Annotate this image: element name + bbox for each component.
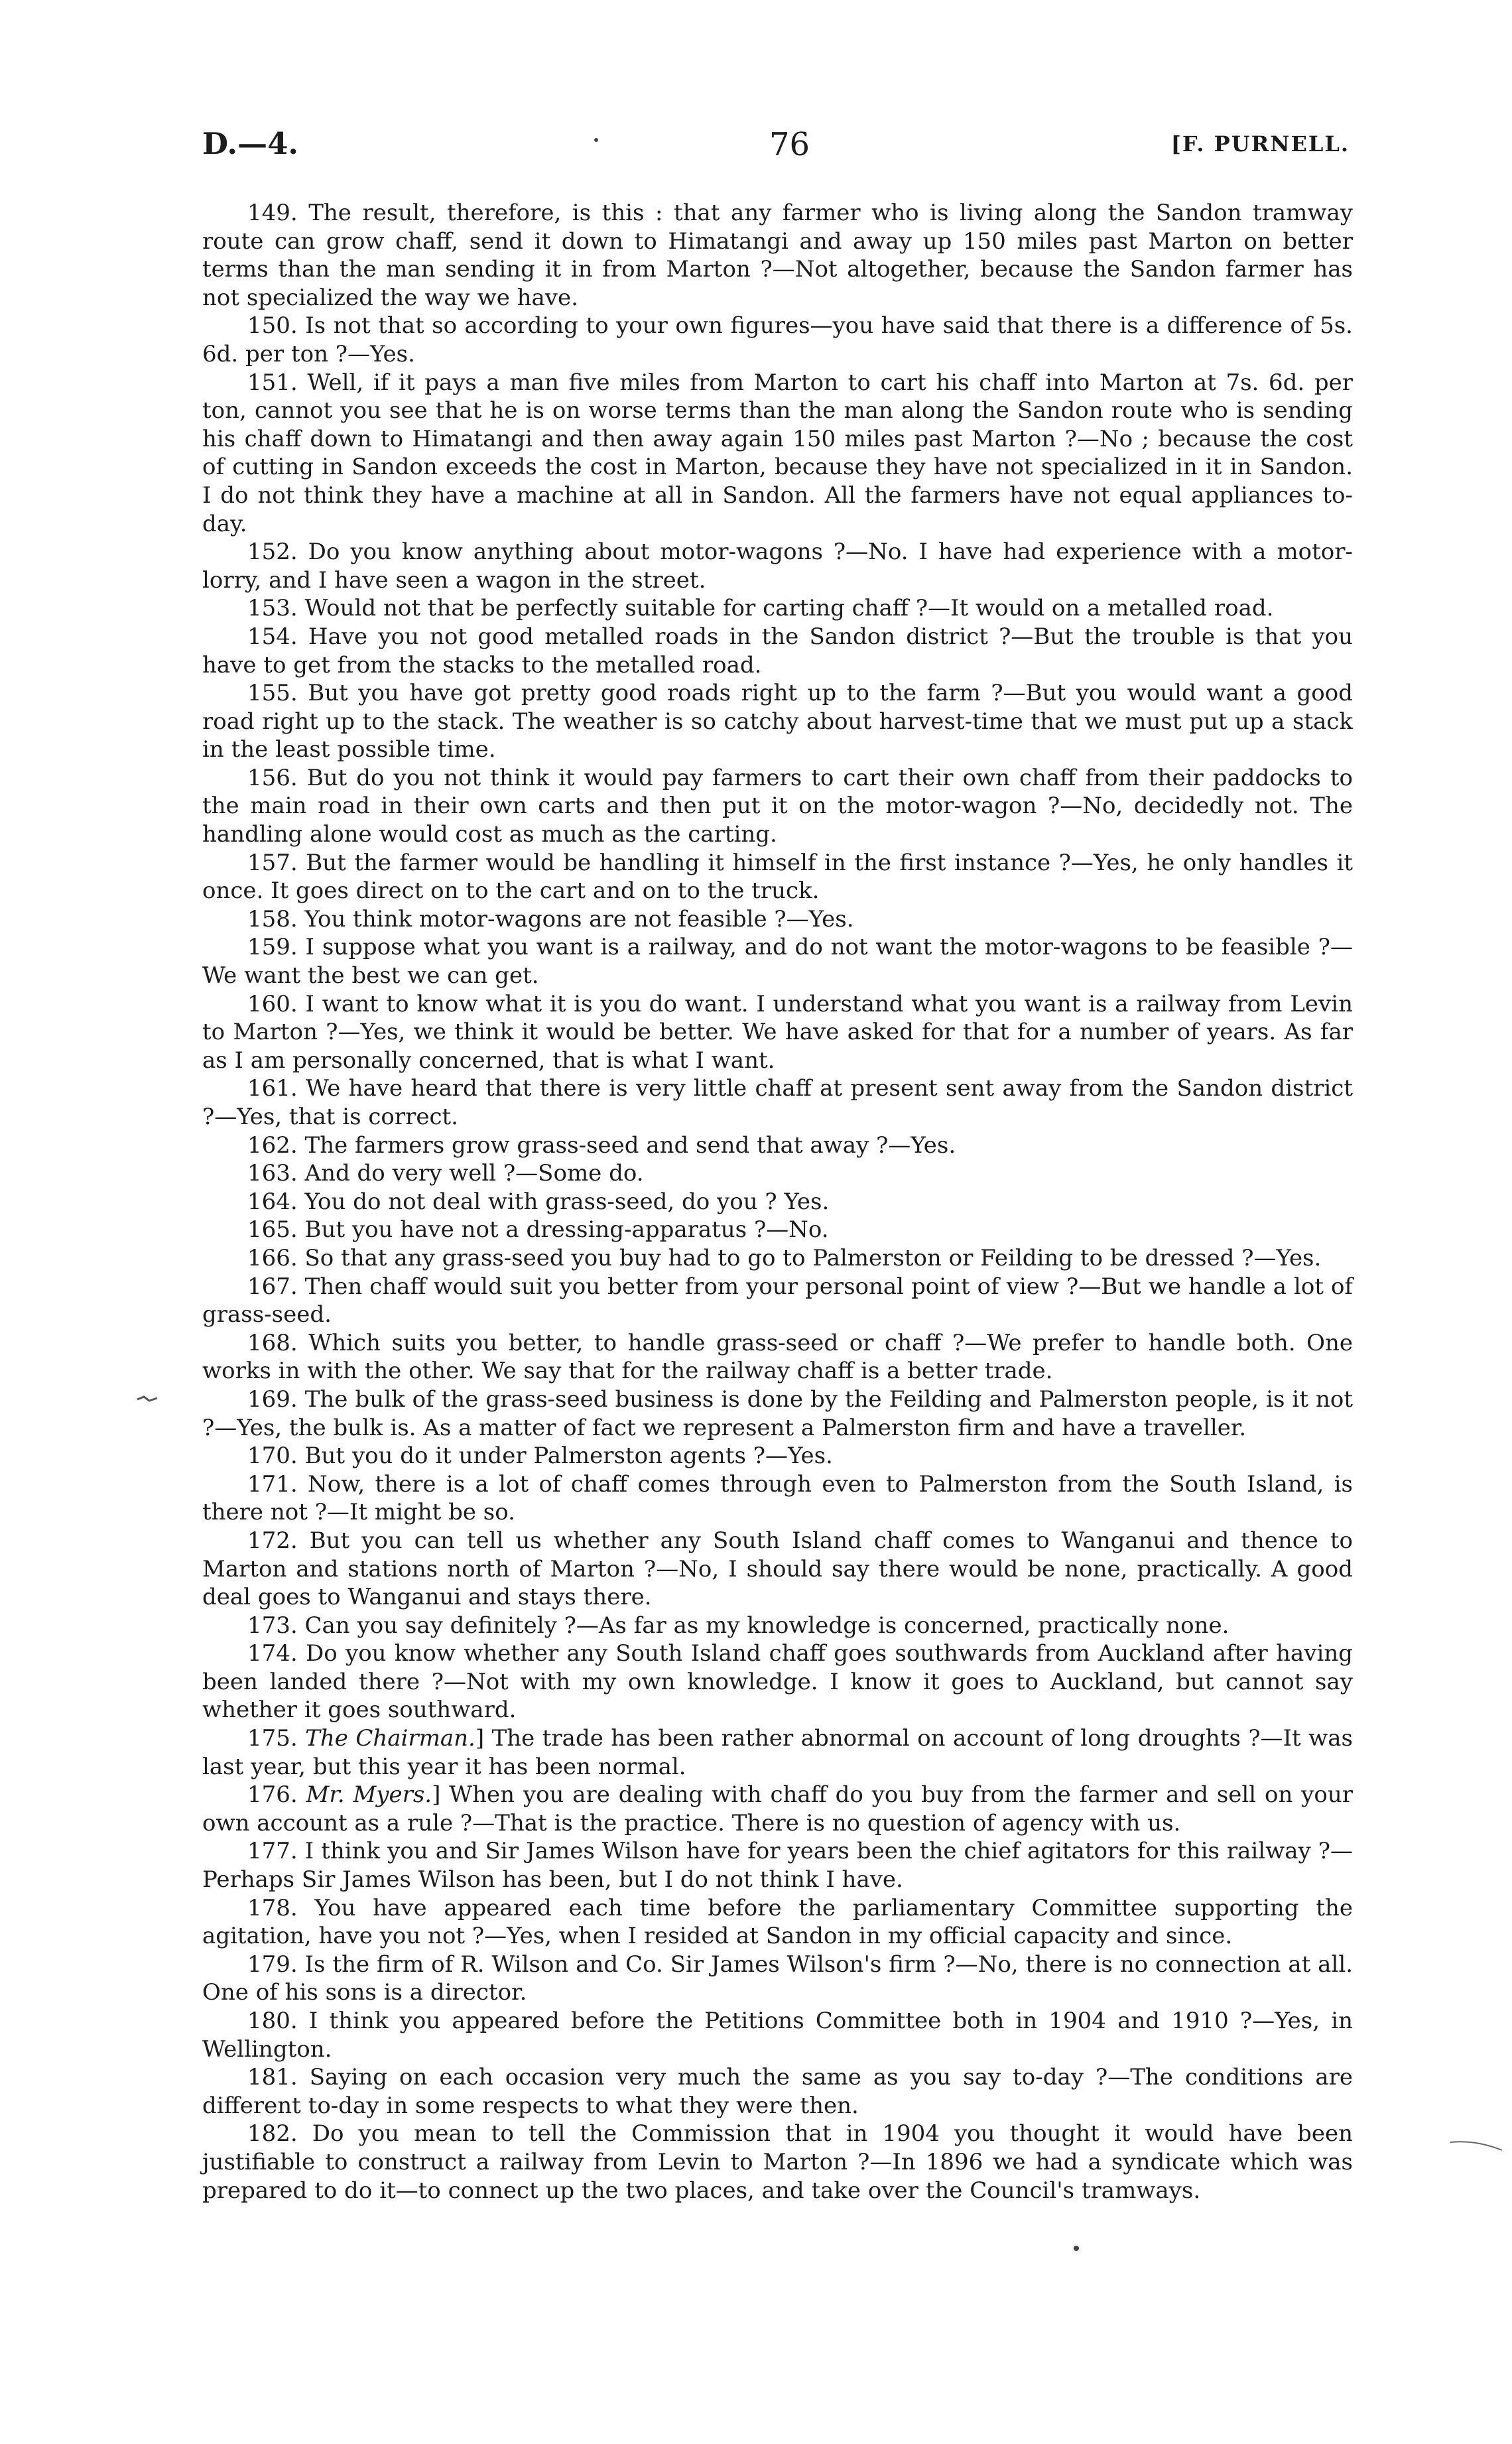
question-174 [202,1640,1353,1724]
question-169 [202,1385,1353,1442]
scan-dot-bottom [1073,2245,1080,2252]
question-157 [202,849,1353,905]
question-181 [202,2063,1353,2120]
scan-mark-left [136,1393,162,1406]
question-158 [202,905,1353,934]
question-149 [202,199,1353,312]
question-181-text: 181. Saying on each occasion very much the same as you say to-day ?—The conditions are different to-day in some respects to what they were then. [202,2064,1353,2119]
speaker-mr-myers: Mr. Myers. [306,1781,432,1809]
question-150 [202,312,1353,368]
question-179 [202,1951,1353,2007]
question-154-text: 154. Have you not good metalled roads in the Sandon district ?—But the trouble is that you have to get from the stacks to the metalled road. [202,623,1353,678]
testimony-body [202,199,1353,2205]
question-168-text: 168. Which suits you better, to handle grass-seed or chaff ?—We prefer to handle both. One works in with the other. We say that for the railway chaff is a better trade. [202,1329,1353,1385]
question-172 [202,1527,1353,1612]
question-182 [202,2120,1353,2205]
question-173 [202,1612,1353,1640]
question-176 [202,1781,1353,1837]
question-151-text: 151. Well, if it pays a man five miles from Marton to cart his chaff into Marton at 7s. 6d. per ton, cannot you see that he is on worse terms than the man along the Sandon route who is sending his chaff down to Himatangi and then away again 150 miles past Marton ?—No ; because the cost of cutting in Sandon exceeds the cost in Marton, because they have not specialized in it in Sandon. I do not think they have a machine at all in Sandon. All the farmers have not equal appliances to-day. [202,369,1353,537]
question-165 [202,1216,1353,1244]
question-165-text: 165. But you have not a dressing-apparatus ?—No. [247,1216,829,1244]
question-167 [202,1273,1353,1329]
question-162-text: 162. The farmers grow grass-seed and send that away ?—Yes. [247,1131,956,1159]
question-177-text: 177. I think you and Sir James Wilson have for years been the chief agitators for this railway ?—Perhaps Sir James Wilson has been, but I do not think I have. [202,1838,1353,1894]
page-header [202,126,1350,179]
question-164-text: 164. You do not deal with grass-seed, do you ? Yes. [247,1188,830,1215]
document-code: D.—4. [202,126,299,161]
question-179-text: 179. Is the firm of R. Wilson and Co. Sir James Wilson's firm ?—No, there is no connection at all. One of his sons is a director. [202,1951,1353,2006]
question-166 [202,1244,1353,1273]
question-160-text: 160. I want to know what it is you do want. I understand what you want is a railway from Levin to Marton ?—Yes, we think it would be better. We have asked for that for a number of years. As far as I am personally concerned, that is what I want. [202,990,1353,1074]
question-177 [202,1837,1353,1894]
question-170 [202,1442,1353,1470]
question-162 [202,1131,1353,1160]
speaker-the-chairman: The Chairman. [305,1725,475,1752]
question-166-text: 166. So that any grass-seed you buy had to go to Palmerston or Feilding to be dressed ?—Yes. [247,1244,1322,1271]
question-164 [202,1188,1353,1216]
question-175 [202,1724,1353,1781]
question-151 [202,369,1353,539]
question-178 [202,1894,1353,1951]
question-175-number: 175. [247,1725,298,1752]
question-182-text: 182. Do you mean to tell the Commission that in 1904 you thought it would have been justifiable to construct a railway from Levin to Marton ?—In 1896 we had a syndicate which was prepared to do it—to connect up the two places, and take over the Council's tramways. [202,2120,1353,2204]
question-156-text: 156. But do you not think it would pay farmers to cart their own chaff from their paddocks to the main road in their own carts and then put it on the motor-wagon ?—No, decidedly not. The handling alone would cost as much as the carting. [202,764,1353,848]
question-180-text: 180. I think you appeared before the Petitions Committee both in 1904 and 1910 ?—Yes, in Wellington. [202,2008,1353,2063]
question-168 [202,1329,1353,1385]
question-171 [202,1470,1353,1527]
question-171-text: 171. Now, there is a lot of chaff comes through even to Palmerston from the South Island, is there not ?—It might be so. [202,1470,1353,1526]
question-153 [202,594,1353,623]
witness-name: [F. PURNELL. [1170,131,1350,157]
question-175-text: ] The trade has been rather abnormal on account of long droughts ?—It was last year, but this year it has been normal. [202,1725,1354,1780]
question-176-text: ] When you are dealing with chaff do you buy from the farmer and sell on your own account as a rule ?—That is the practice. There is no question of agency with us. [202,1781,1353,1836]
question-163-text: 163. And do very well ?—Some do. [247,1160,644,1187]
question-161 [202,1074,1353,1131]
question-149-text: 149. The result, therefore, is this : that any farmer who is living along the Sandon tramway route can grow chaff, send it down to Himatangi and away up 150 miles past Marton on better terms than the man sending it in from Marton ?—Not altogether, because the Sandon farmer has not specialized the way we have. [202,200,1353,311]
question-158-text: 158. You think motor-wagons are not feasible ?—Yes. [247,905,854,933]
question-152-text: 152. Do you know anything about motor-wagons ?—No. I have had experience with a motor-lorry, and I have seen a wagon in the street. [202,539,1353,594]
question-169-text: 169. The bulk of the grass-seed business is done by the Feilding and Palmerston people, is it not ?—Yes, the bulk is. As a matter of fact we represent a Palmerston firm and have a traveller. [202,1385,1353,1441]
question-174-text: 174. Do you know whether any South Island chaff goes southwards from Auckland after having been landed there ?—Not with my own knowledge. I know it goes to Auckland, but cannot say whether it goes southward. [202,1640,1353,1724]
question-178-text: 178. You have appeared each time before the parliamentary Committee supporting the agitation, have you not ?—Yes, when I resided at Sandon in my official capacity and since. [202,1894,1353,1950]
question-155 [202,679,1353,764]
page-number: 76 [769,126,810,163]
question-173-text: 173. Can you say definitely ?—As far as my knowledge is concerned, practically none. [247,1612,1229,1639]
question-170-text: 170. But you do it under Palmerston agents ?—Yes. [247,1443,833,1470]
question-159 [202,933,1353,990]
question-176-number: 176. [247,1781,298,1809]
question-156 [202,764,1353,849]
question-167-text: 167. Then chaff would suit you better from your personal point of view ?—But we handle a lot of grass-seed. [202,1273,1353,1328]
question-159-text: 159. I suppose what you want is a railway, and do not want the motor-wagons to be feasible ?—We want the best we can get. [202,934,1353,990]
question-180 [202,2007,1353,2063]
question-157-text: 157. But the farmer would be handling it himself in the first instance ?—Yes, he only handles it once. It goes direct on to the cart and on to the truck. [202,849,1353,905]
question-153-text: 153. Would not that be perfectly suitable for carting chaff ?—It would on a metalled road. [247,595,1274,622]
question-155-text: 155. But you have got pretty good roads right up to the farm ?—But you would want a good road right up to the stack. The weather is so catchy about harvest-time that we must put up a stack in the least possible time. [202,680,1353,763]
question-163 [202,1159,1353,1188]
question-154 [202,623,1353,679]
question-160 [202,990,1353,1075]
scan-mark-right [1449,2136,1505,2155]
question-161-text: 161. We have heard that there is very little chaff at present sent away from the Sandon district ?—Yes, that is correct. [202,1075,1353,1130]
scan-dot-top [594,137,599,143]
question-152 [202,538,1353,594]
question-150-text: 150. Is not that so according to your own figures—you have said that there is a difference of 5s. 6d. per ton ?—Yes. [202,312,1353,367]
question-172-text: 172. But you can tell us whether any South Island chaff comes to Wanganui and thence to Marton and stations north of Marton ?—No, I should say there would be none, practically. A good deal goes to Wanganui and stays there. [202,1527,1353,1611]
